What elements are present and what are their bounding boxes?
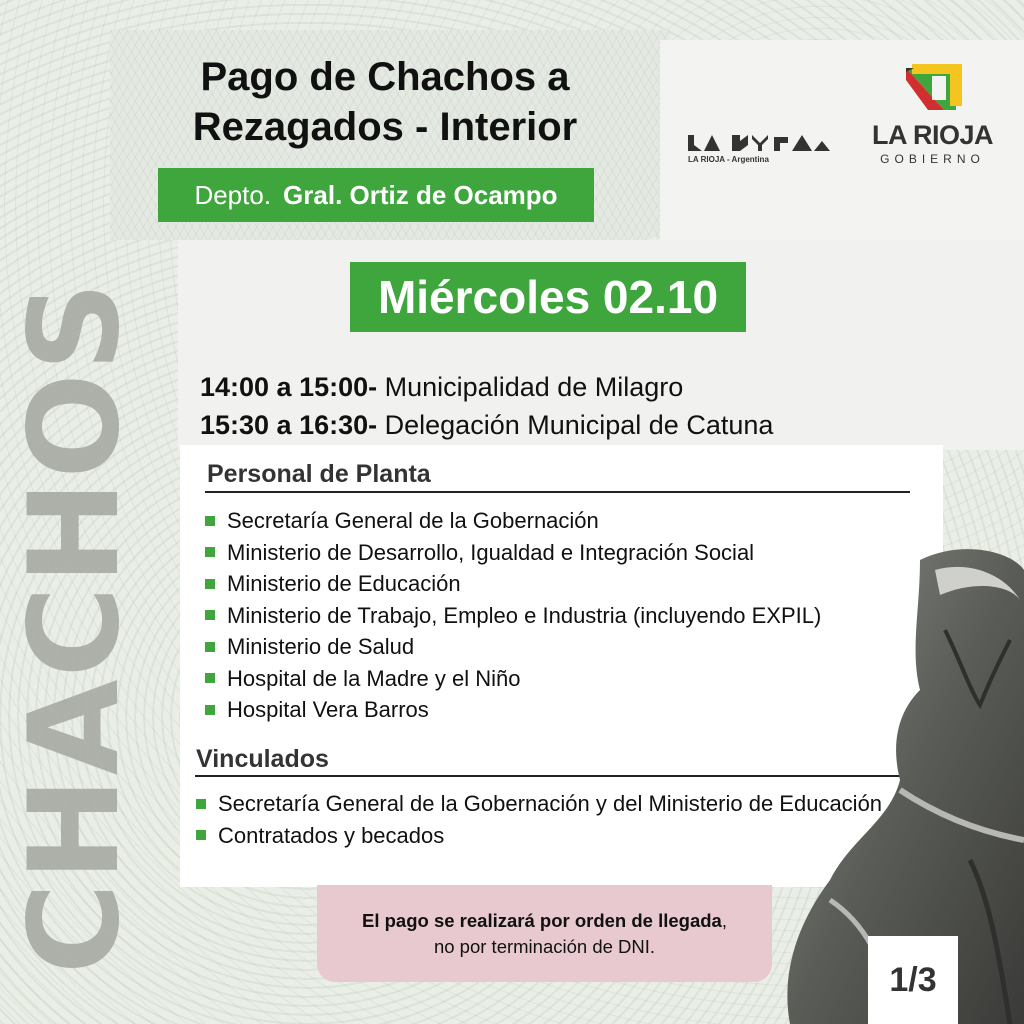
list-item: Secretaría General de la Gobernación: [205, 505, 821, 537]
bullet-icon: [196, 799, 206, 809]
note-bold: El pago se realizará por orden de llegada: [362, 910, 722, 931]
department-label: Depto.: [194, 179, 272, 210]
date-badge: Miércoles 02.10: [350, 262, 746, 332]
bullet-icon: [205, 705, 215, 715]
gobierno-caption: GOBIERNO: [880, 152, 985, 166]
title-line-2: Rezagados - Interior: [192, 105, 578, 149]
schedule: [200, 368, 960, 444]
gobierno-name: LA RIOJA: [871, 120, 993, 150]
personal-planta-title: Personal de Planta: [207, 460, 431, 488]
bullet-icon: [196, 830, 206, 840]
page-indicator: 1/3: [868, 936, 958, 1024]
schedule-time: 14:00 a 15:00-: [200, 372, 378, 402]
bullet-icon: [205, 547, 215, 557]
list-item: Secretaría General de la Gobernación y del Ministerio de Educación: [196, 788, 882, 820]
page-title: [130, 52, 640, 152]
personal-planta-list: [205, 505, 821, 726]
list-item: Ministerio de Trabajo, Empleo e Industria (incluyendo EXPIL): [205, 600, 821, 632]
list-item: Ministerio de Salud: [205, 631, 821, 663]
schedule-place: Municipalidad de Milagro: [384, 372, 684, 402]
schedule-time: 15:30 a 16:30-: [200, 410, 378, 440]
list-item: Ministerio de Educación: [205, 568, 821, 600]
department-name: Gral. Ortiz de Ocampo: [283, 179, 558, 210]
title-line-1: Pago de Chachos a: [200, 55, 570, 99]
la-rioja-wordmark-icon: [688, 125, 833, 155]
bullet-icon: [205, 516, 215, 526]
department-badge: [158, 168, 594, 222]
schedule-place: Delegación Municipal de Catuna: [384, 410, 774, 440]
schedule-row: [200, 406, 960, 444]
bullet-icon: [205, 579, 215, 589]
vinculados-title: Vinculados: [196, 745, 329, 773]
list-item: Ministerio de Desarrollo, Igualdad e Integración Social: [205, 537, 821, 569]
payment-note: [317, 908, 772, 960]
schedule-row: [200, 368, 960, 406]
note-line-2: no por terminación de DNI.: [433, 936, 656, 957]
bullet-icon: [205, 673, 215, 683]
list-item: Hospital Vera Barros: [205, 694, 821, 726]
note-comma: ,: [721, 910, 727, 931]
section-divider: [205, 491, 910, 493]
la-rioja-argentina-caption: LA RIOJA - Argentina: [688, 155, 769, 164]
la-rioja-gobierno-logo: [870, 62, 995, 172]
bullet-icon: [205, 610, 215, 620]
list-item: Contratados y becados: [196, 820, 882, 852]
gobierno-emblem-icon: [870, 62, 995, 118]
la-rioja-argentina-logo: [688, 125, 833, 173]
list-item: Hospital de la Madre y el Niño: [205, 663, 821, 695]
side-word-watermark: CHACHOS: [3, 279, 147, 975]
bullet-icon: [205, 642, 215, 652]
